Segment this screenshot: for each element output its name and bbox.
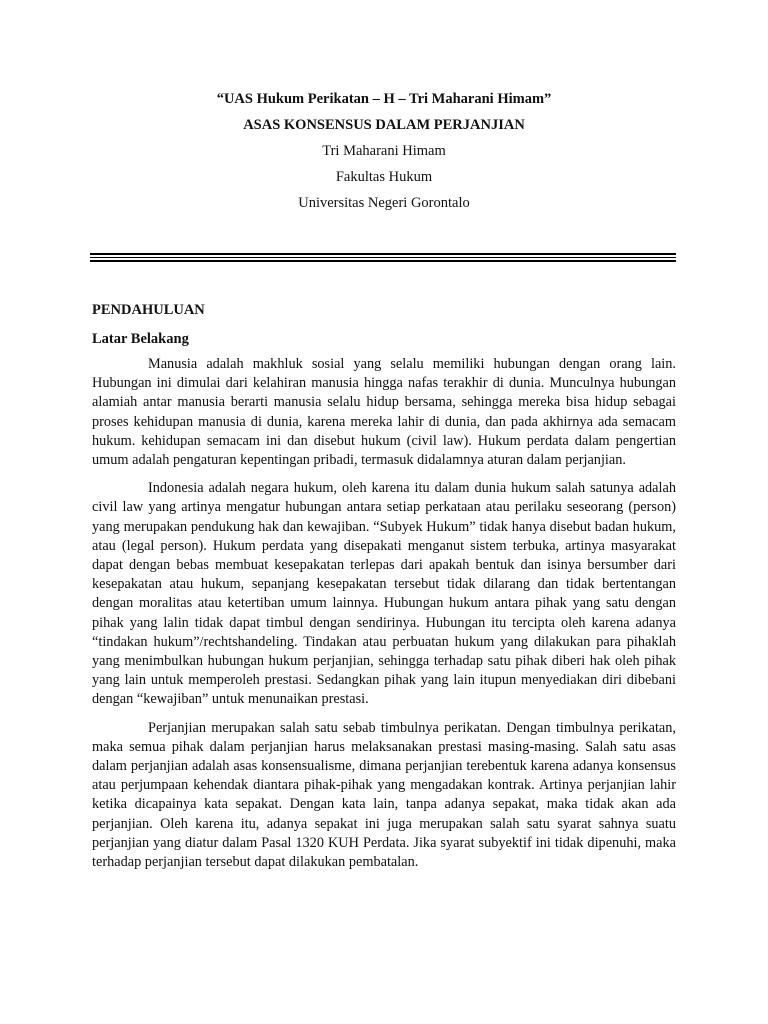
document-body bbox=[92, 300, 676, 881]
university-name: Universitas Negeri Gorontalo bbox=[298, 195, 470, 211]
document-subtitle: ASAS KONSENSUS DALAM PERJANJIAN bbox=[243, 117, 525, 133]
header-divider-top bbox=[90, 253, 676, 255]
document-header bbox=[92, 86, 676, 216]
header-divider-bottom bbox=[90, 260, 676, 262]
author-name: Tri Maharani Himam bbox=[322, 143, 446, 159]
paragraph-3: Perjanjian merupakan salah satu sebab timbulnya perikatan. Dengan timbulnya perikatan, maka semua pihak dalam perjanjian harus melaksanakan prestasi masing-masing. Salah satu asas dalam perjanjian adalah asas konsensualisme, dimana perjanjian terebentuk karena adanya konsensus atau perjumpaan kehendak diantara pihak-pihak yang mengadakan kontrak. Artinya perjanjian lahir ketika dicapainya kata sepakat. Dengan kata lain, tanpa adanya sepakat, maka tidak akan ada perjanjian. Oleh karena itu, adanya sepakat ini juga merupakan salah satu syarat sahnya suatu perjanjian yang diatur dalam Pasal 1320 KUH Perdata. Jika syarat subyektif ini tidak dipenuhi, maka terhadap perjanjian tersebut dapat dilakukan pembatalan. bbox=[92, 719, 676, 871]
paragraph-1: Manusia adalah makhluk sosial yang selalu memiliki hubungan dengan orang lain. Hubungan ini dimulai dari kelahiran manusia hingga nafas terakhir di dunia. Munculnya hubungan alamiah antar manusia berarti manusia selalu hidup bersama, sehingga mereka bisa hidup sebagai proses kehidupan manusia di dunia, karena mereka lahir di dunia, dan pada akhirnya ada semacam hukum. kehidupan semacam ini dan disebut hukum (civil law). Hukum perdata dalam pengertian umum adalah pengaturan kepentingan pribadi, termasuk didalamnya aturan dalam perjanjian. bbox=[92, 356, 676, 469]
document-title: “UAS Hukum Perikatan – H – Tri Maharani Himam” bbox=[216, 91, 552, 107]
faculty-name: Fakultas Hukum bbox=[335, 169, 433, 185]
header-divider-middle bbox=[90, 257, 676, 258]
section-heading: PENDAHULUAN bbox=[92, 302, 205, 318]
subsection-heading: Latar Belakang bbox=[92, 331, 189, 347]
paragraph-2: Indonesia adalah negara hukum, oleh karena itu dalam dunia hukum salah satunya adalah civil law yang artinya mengatur hubungan antara setiap perkataan atau perilaku seseorang (person) yang merupakan pendukung hak dan kewajiban. “Subyek Hukum” tidak hanya disebut badan hukum, atau (legal person). Hukum perdata yang disepakati menganut sistem terbuka, artinya masyarakat dapat dengan bebas membuat kesepakatan terlepas dari apakah bentuk dan isinya bersumber dari kesepakatan atau hukum, sepanjang kesepakatan tersebut tidak dilarang dan tidak bertentangan dengan moralitas atau ketertiban umum lainnya. Hubungan hukum antara pihak yang satu dengan pihak yang lalin tidak dapat timbul dengan sendirinya. Hubungan itu tercipta oleh karena adanya “tindakan hukum”/rechtshandeling. Tindakan atau perbuatan hukum yang dilakukan para pihaklah yang menimbulkan hubungan hukum perjanjian, sehingga terhadap satu pihak diberi hak oleh pihak yang lain untuk memperoleh prestasi. Sedangkan pihak yang lain itupun menyediakan diri dibebani dengan “kewajiban” untuk menunaikan prestasi. bbox=[92, 480, 676, 708]
